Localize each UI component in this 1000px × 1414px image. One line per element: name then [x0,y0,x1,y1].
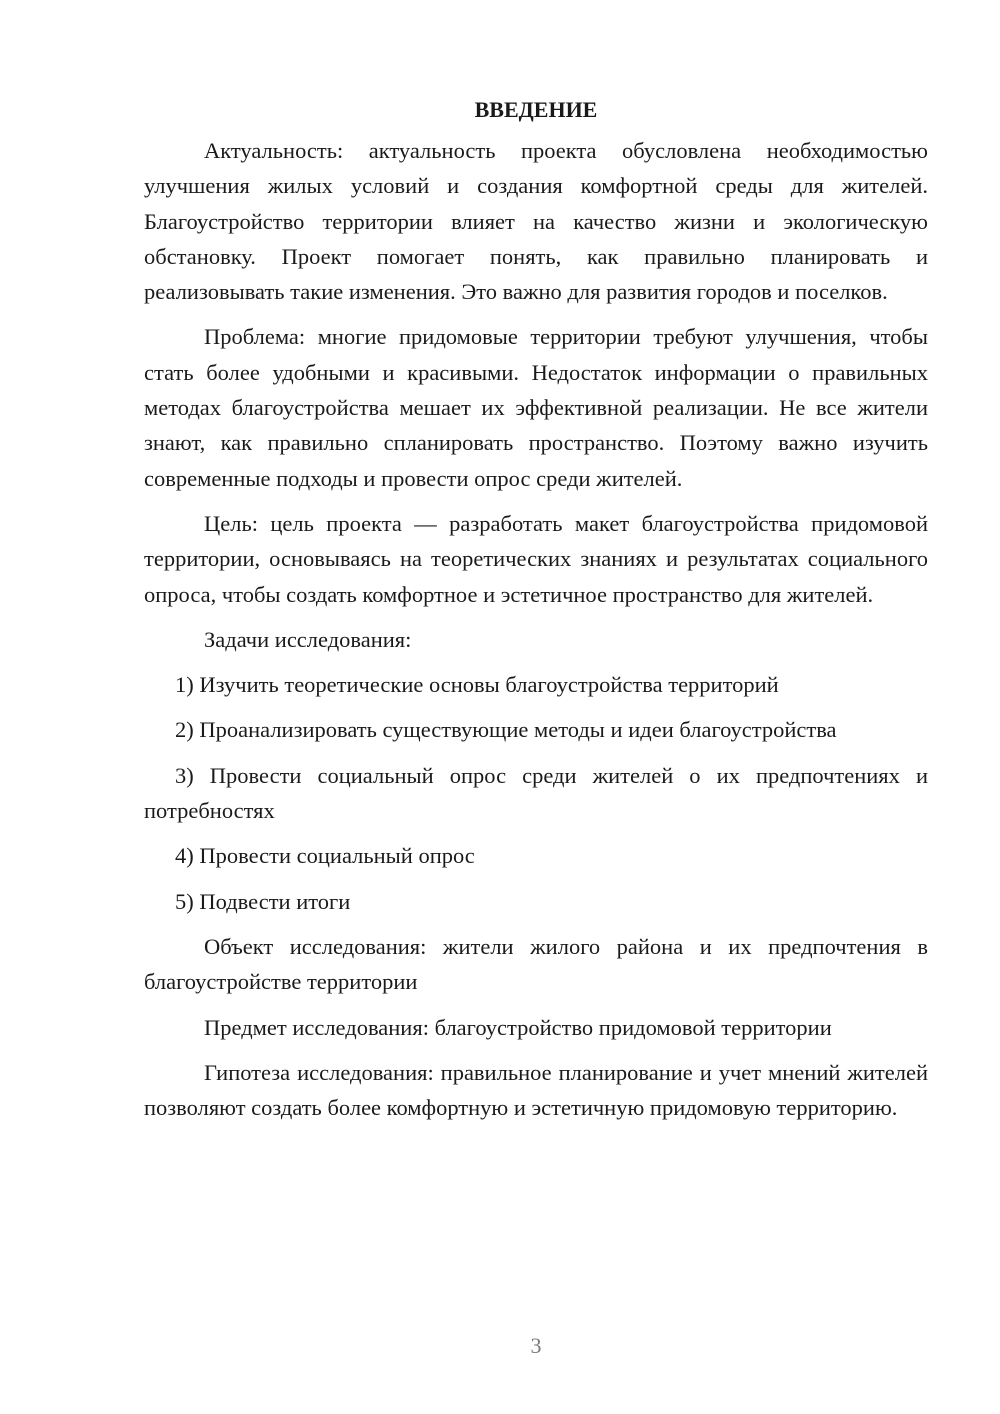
tasks-heading: Задачи исследования: [204,626,412,652]
page-number: 3 [530,1333,542,1358]
task-item-3: 3) Провести социальный опрос среди жителей о их предпочтениях и потребностях [144,762,928,824]
paragraph-goal: Цель: цель проекта — разработать макет благоустройства придомовой территории, основываясь на теоретических знаниях и результатах социального опроса, чтобы создать комфортное и эстетичное пространство для жителей. [144,510,928,607]
task-item-5: 5) Подвести итоги [175,888,351,914]
paragraph-problem: Проблема: многие придомовые территории требуют улучшения, чтобы стать более удобными и красивыми. Недостаток информации о правильных методах благоустройства мешает их эффективной реализации. Не все жители знают, как правильно спланировать пространство. Поэтому важно изучить современные подходы и провести опрос среди жителей. [144,324,928,491]
paragraph-hypothesis: Гипотеза исследования: правильное планирование и учет мнений жителей позволяют создать более комфортную и эстетичную придомовую территорию. [144,1059,928,1121]
document-page [144,92,928,1135]
paragraph-object: Объект исследования: жители жилого района и их предпочтения в благоустройстве территории [144,933,928,995]
task-item-2: 2) Проанализировать существующие методы и идеи благоустройства [175,717,837,743]
task-item-1: 1) Изучить теоретические основы благоустройства территорий [175,672,779,698]
task-item-4: 4) Провести социальный опрос [175,843,475,869]
paragraph-subject: Предмет исследования: благоустройство придомовой территории [204,1014,832,1040]
page-title: ВВЕДЕНИЕ [474,97,598,122]
paragraph-relevance: Актуальность: актуальность проекта обусловлена необходимостью улучшения жилых условий и создания комфортной среды для жителей. Благоустройство территории влияет на качество жизни и экологическую обстановку. Проект помогает понять, как правильно планировать и реализовывать такие изменения. Это важно для развития городов и поселков. [144,138,928,305]
